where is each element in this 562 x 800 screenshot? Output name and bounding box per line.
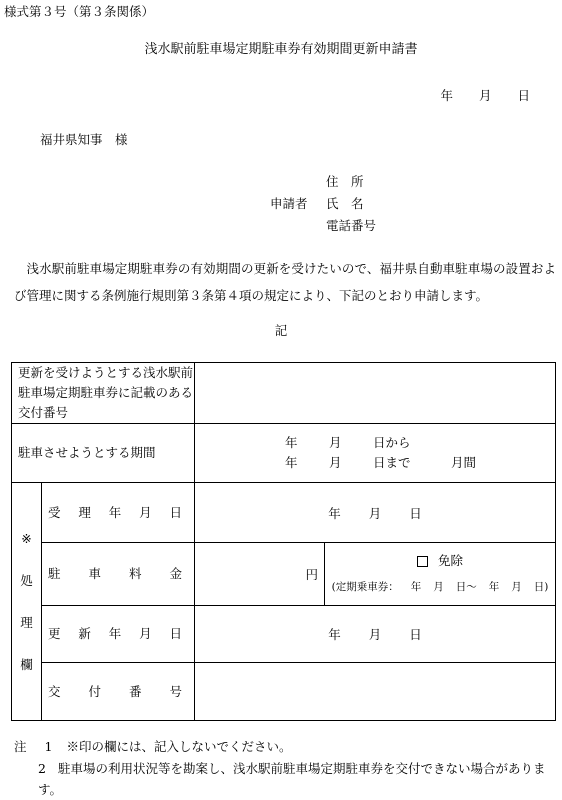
period-from-day: 日から <box>373 435 411 450</box>
period-months: 月間 <box>451 455 477 470</box>
date-day: 日 <box>517 88 530 103</box>
commuter-pass-term: (定期乗車券： 年 月 日～ 年 月 日) <box>331 581 549 593</box>
side-char-1: 処 <box>20 572 33 588</box>
receipt-date-label: 受 理 年 月 日 <box>42 483 195 543</box>
receipt-date-field[interactable]: 年 月 日 <box>195 483 556 543</box>
date-month: 月 <box>478 88 492 103</box>
period-to-day: 日まで <box>373 455 411 470</box>
parking-fee-label: 駐 車 料 金 <box>42 543 195 606</box>
note-2 <box>38 758 558 800</box>
applicant-block <box>270 171 376 237</box>
side-char-2: 理 <box>20 614 33 630</box>
note-1-number: 1 <box>44 739 53 754</box>
document-title: 浅水駅前駐車場定期駐車券有効期間更新申請書 <box>144 42 418 57</box>
period-from-month: 月 <box>329 435 342 450</box>
applicant-name-label: 氏 名 <box>326 196 364 211</box>
period-from-year: 年 <box>285 435 298 450</box>
applicant-lead-label: 申請者 <box>270 196 308 211</box>
renewal-date-field[interactable]: 年 月 日 <box>195 606 556 663</box>
addressee: 福井県知事 様 <box>40 132 128 147</box>
note-2-text: 駐車場の利用状況等を勘案し、浅水駅前駐車場定期駐車券を交付できない場合があります。 <box>38 761 546 797</box>
parking-period-label: 駐車させようとする期間 <box>12 424 195 483</box>
note-mark: ※ <box>21 530 32 546</box>
processing-column <box>12 483 42 721</box>
note-head: 注 <box>14 739 27 754</box>
parking-fee-field[interactable] <box>195 543 325 606</box>
ki-heading: 記 <box>274 323 288 338</box>
issue-number-field[interactable] <box>195 663 556 721</box>
note-1 <box>14 736 291 758</box>
application-date <box>440 86 530 104</box>
yen-unit: 円 <box>305 567 319 582</box>
exemption-checkbox[interactable] <box>417 556 428 567</box>
note-1-text: ※印の欄には、記入しないでください。 <box>66 739 292 754</box>
period-to-month: 月 <box>329 455 342 470</box>
application-table <box>11 362 556 721</box>
pass-number-label: 更新を受けようとする浅水駅前駐車場定期駐車券に記載のある交付番号 <box>12 363 195 424</box>
period-to-year: 年 <box>285 455 298 470</box>
issue-number-label: 交 付 番 号 <box>42 663 195 721</box>
note-2-number: 2 <box>38 761 46 776</box>
fee-exemption-cell <box>325 543 556 606</box>
applicant-address-label: 住 所 <box>326 174 364 189</box>
date-year: 年 <box>440 88 453 103</box>
parking-period-field[interactable] <box>195 424 556 483</box>
applicant-phone-label: 電話番号 <box>326 218 377 233</box>
side-char-3: 欄 <box>20 656 33 672</box>
pass-number-field[interactable] <box>195 363 556 424</box>
application-statement: 浅水駅前駐車場定期駐車券の有効期間の更新を受けたいので、福井県自動車駐車場の設置および管理に関する条例施行規則第３条第４項の規定により、下記のとおり申請します。 <box>14 261 556 303</box>
form-number-label: 様式第３号（第３条関係） <box>4 4 155 19</box>
renewal-date-label: 更 新 年 月 日 <box>42 606 195 663</box>
exemption-label: 免除 <box>438 553 464 568</box>
